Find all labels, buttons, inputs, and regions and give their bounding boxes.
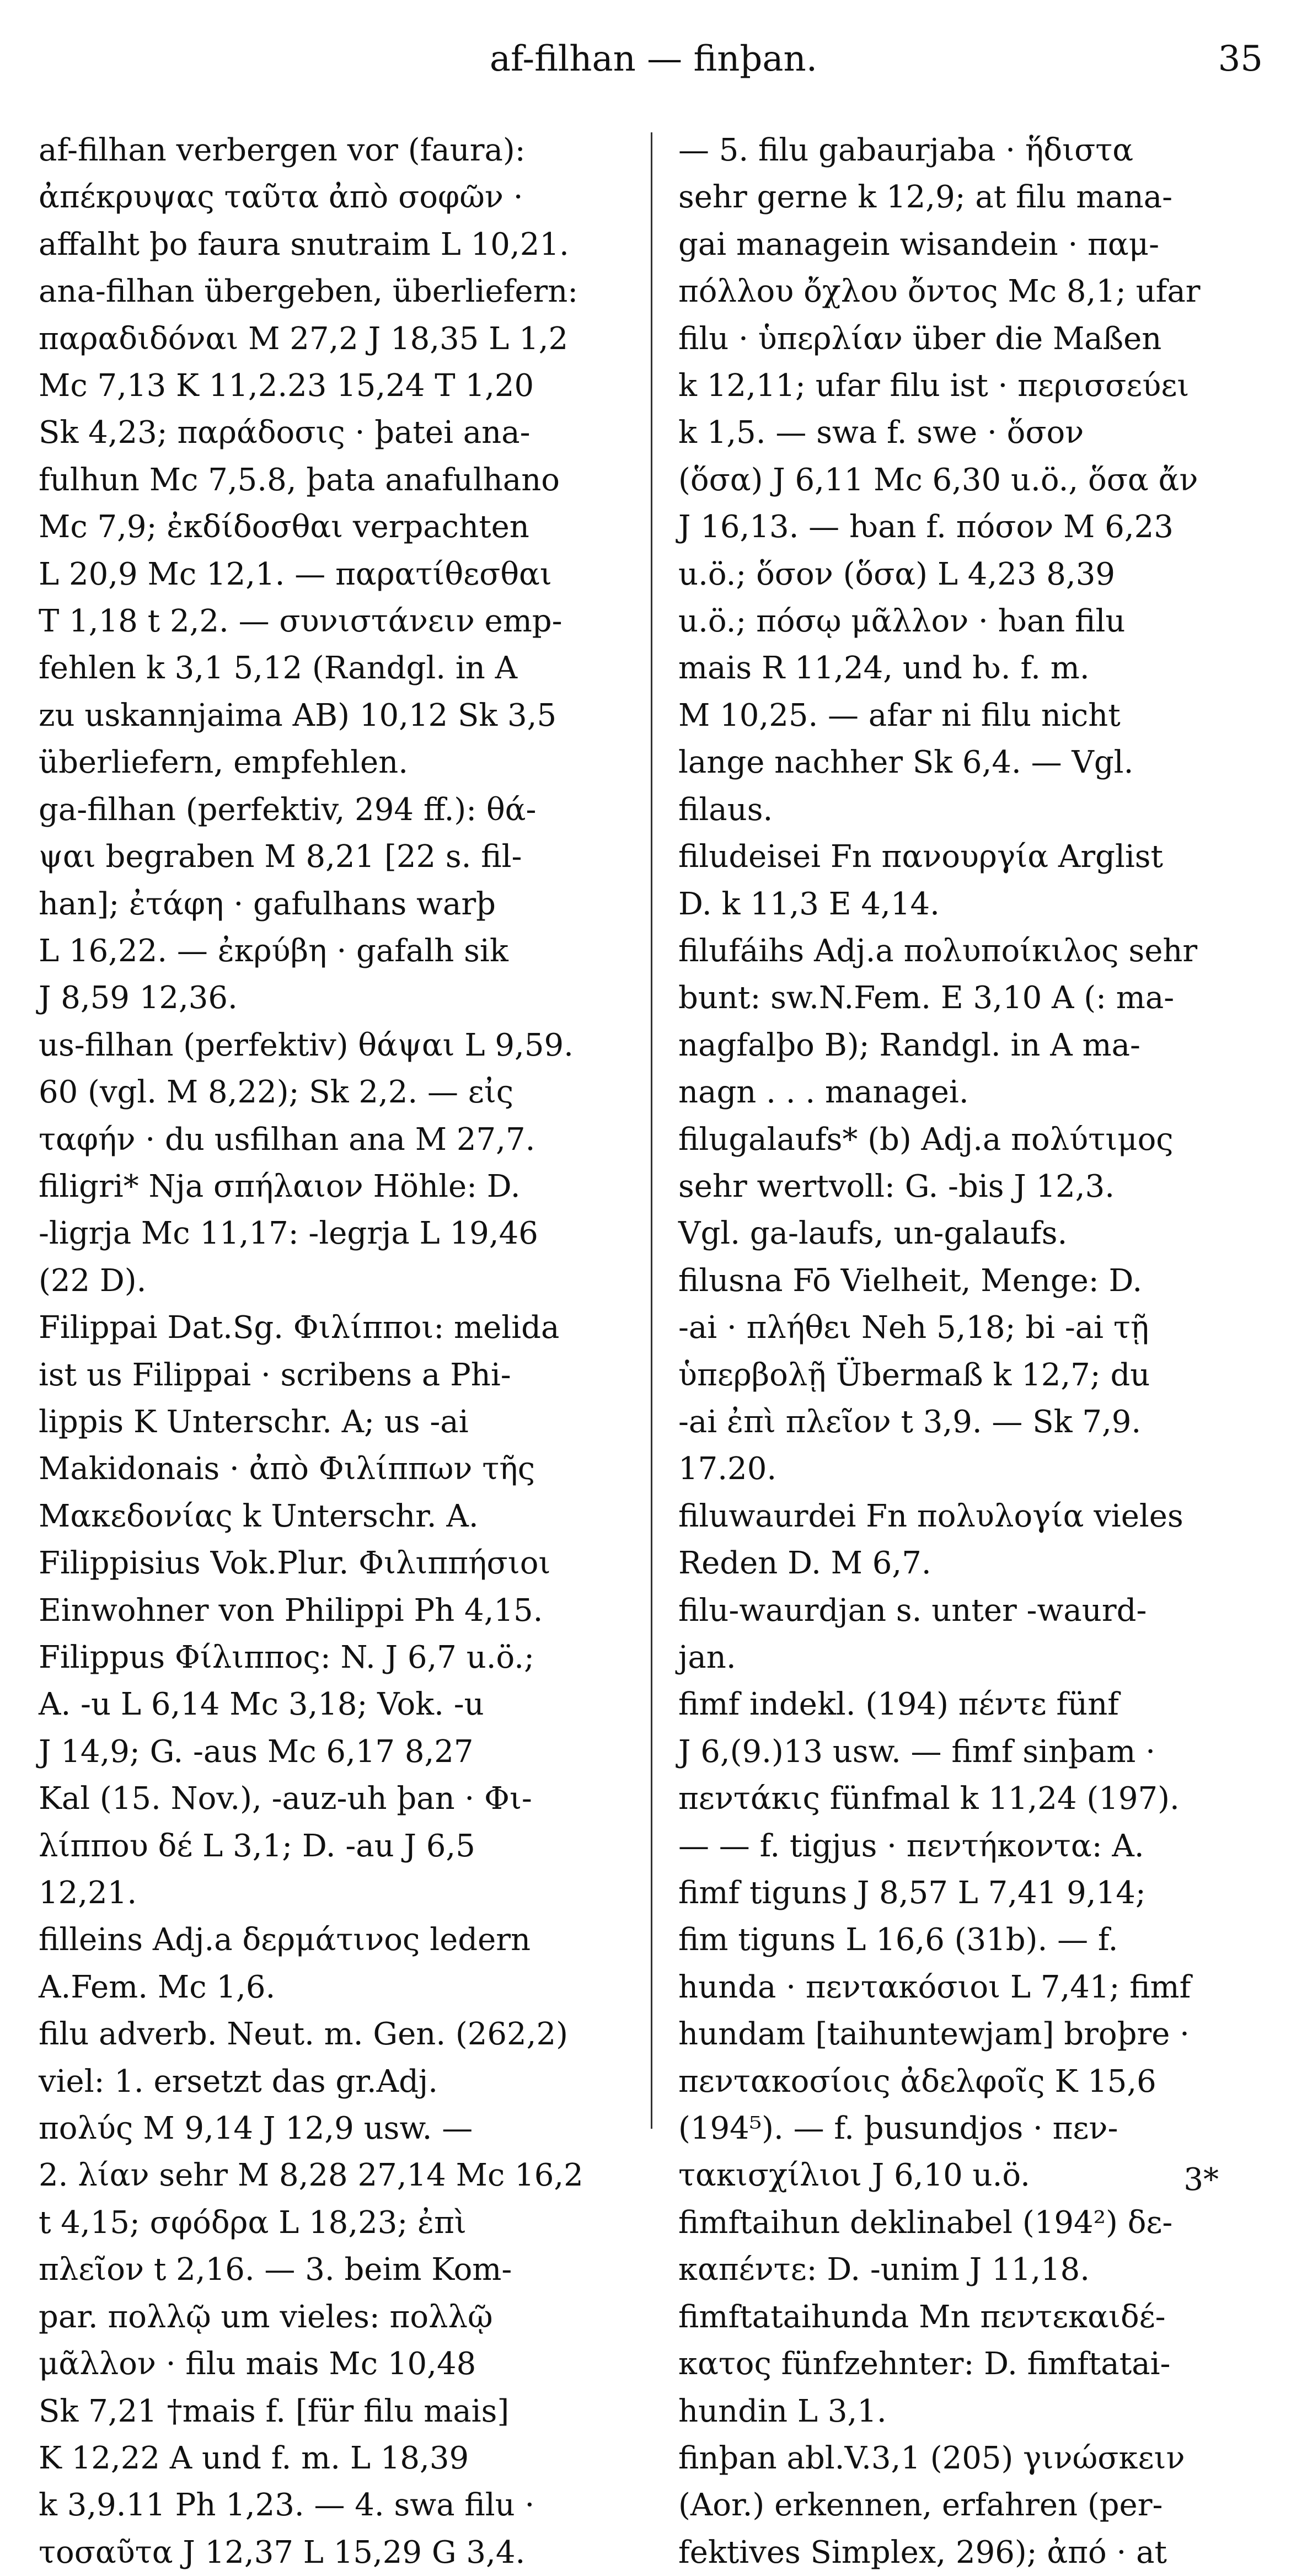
entry-line: filleins Adj.a δερμάτινος ledern [39,1922,531,1958]
entry-line: T 1,18 t 2,2. — συνιστάνειν emp- [39,603,563,640]
entry-line: — 5. filu gabaurjaba · ἥδιστα [678,132,1134,168]
entry-line: gai managein wisandein · παμ- [678,226,1159,263]
entry-line: A.Fem. Mc 1,6. [39,1969,276,2005]
left-column [39,127,590,2576]
entry-line: filudeisei Fn πανουργία Arglist [678,839,1164,875]
entry-line: Sk 7,21 †mais f. [für filu mais] [39,2393,510,2429]
entry-line: (194⁵). — f. þusundjos · πεν- [678,2111,1118,2147]
entry-line: L 20,9 Mc 12,1. — παρατίθεσθαι [39,556,552,592]
entry-line: lange nachher Sk 6,4. — Vgl. [678,745,1134,781]
entry-line: Kal (15. Nov.), -auz-uh þan · Φι- [39,1781,532,1817]
entry-line: k 1,5. — swa f. swe · ὅσον [678,415,1084,451]
entry-line: D. k 11,3 E 4,14. [678,886,940,922]
entry-line: fimf indekl. (194) πέντε fünf [678,1686,1119,1723]
entry-line: t 4,15; σφόδρα L 18,23; ἐπὶ [39,2204,467,2241]
entry-line: Vgl. ga-laufs, un-galaufs. [678,1215,1068,1252]
entry-line: ga-filhan (perfektiv, 294 ff.): θά- [39,791,537,828]
entry-line: πλεῖον t 2,16. — 3. beim Kom- [39,2252,512,2288]
entry-line: Mc 7,13 K 11,2.23 15,24 T 1,20 [39,368,534,404]
entry-line: L 16,22. — ἐκρύβη · gafalh sik [39,933,508,969]
entry-line: (Aor.) erkennen, erfahren (per- [678,2487,1163,2524]
entry-line: fimf tiguns J 8,57 L 7,41 9,14; [678,1875,1146,1911]
entry-line: 2. λίαν sehr M 8,28 27,14 Mc 16,2 [39,2157,583,2194]
entry-line: καπέντε: D. -unim J 11,18. [678,2252,1090,2288]
page-number: 35 [1218,39,1263,79]
entry-line: filigri* Nja σπήλαιον Höhle: D. [39,1168,521,1204]
entry-line: finþan abl.V.3,1 (205) γινώσκειν [678,2440,1185,2476]
entry-line: filuwaurdei Fn πολυλογία vieles [678,1498,1183,1534]
entry-line: fehlen k 3,1 5,12 (Randgl. in A [39,650,518,687]
entry-line: han]; ἐτάφη · gafulhans warþ [39,886,496,922]
entry-line: πεντακοσίοις ἀδελφοῖς K 15,6 [678,2063,1156,2100]
entry-line: sehr gerne k 12,9; at filu mana- [678,179,1173,216]
entry-line: M 10,25. — afar ni filu nicht [678,697,1121,733]
entry-line: -ai ἐπὶ πλεῖον t 3,9. — Sk 7,9. [678,1404,1142,1440]
entry-line: Filippisius Vok.Plur. Φιλιππήσιοι [39,1545,551,1582]
entry-line: -ai · πλήθει Neh 5,18; bi -ai τῇ [678,1310,1149,1346]
column-divider [651,132,652,2129]
entry-line: -ligrja Mc 11,17: -legrja L 19,46 [39,1215,538,1252]
running-head: af-filhan — finþan. [489,39,818,79]
entry-line: — — f. tigjus · πεντήκοντα: A. [678,1828,1144,1864]
entry-line: ist us Filippai · scribens a Phi- [39,1357,511,1393]
entry-line: u.ö.; ὅσον (ὅσα) L 4,23 8,39 [678,556,1115,592]
entry-line: J 16,13. — ƕan f. πόσον M 6,23 [678,509,1174,545]
entry-line: affalht þo faura snutraim L 10,21. [39,226,569,263]
entry-line: bunt: sw.N.Fem. E 3,10 A (: ma- [678,980,1175,1016]
entry-line: ταφήν · du usfilhan ana M 27,7. [39,1121,535,1158]
entry-line: 60 (vgl. M 8,22); Sk 2,2. — εἰς [39,1074,514,1111]
page-header [0,39,1307,88]
entry-line: Filippus Φίλιππος: N. J 6,7 u.ö.; [39,1640,534,1675]
entry-line: παραδιδόναι M 27,2 J 18,35 L 1,2 [39,320,569,357]
entry-line: Filippai Dat.Sg. Φιλίπποι: melida [39,1310,560,1346]
entry-line: fim tiguns L 16,6 (31b). — f. [678,1922,1118,1958]
entry-line: fimftaihun deklinabel (194²) δε- [678,2204,1173,2241]
entry-line: Makidonais · ἀπὸ Φιλίππων τῆς [39,1451,535,1487]
entry-line: hundam [taihuntewjam] broþre · [678,2016,1190,2053]
entry-line: par. πολλῷ um vieles: πολλῷ [39,2299,493,2335]
entry-line: überliefern, empfehlen. [39,745,409,781]
entry-line: πολύς M 9,14 J 12,9 usw. — [39,2111,473,2147]
entry-line: ὑπερβολῇ Übermaß k 12,7; du [678,1357,1150,1393]
entry-line: fimftataihunda Mn πεντεκαιδέ- [678,2299,1166,2335]
entry-line: k 12,11; ufar filu ist · περισσεύει [678,368,1190,404]
entry-line: mais R 11,24, und ƕ. f. m. [678,650,1090,687]
entry-line: Μακεδονίας k Unterschr. A. [39,1498,479,1534]
entry-line: us-filhan (perfektiv) θάψαι L 9,59. [39,1027,574,1063]
entry-line: Reden D. M 6,7. [678,1545,931,1582]
entry-line: κατος fünfzehnter: D. fimftatai- [678,2346,1171,2382]
entry-line: hunda · πεντακόσιοι L 7,41; fimf [678,1969,1191,2005]
entry-line: K 12,22 A und f. m. L 18,39 [39,2440,469,2476]
entry-line: J 6,(9.)13 usw. — fimf sinþam · [678,1733,1155,1770]
entry-line: filusna Fō Vielheit, Menge: D. [678,1262,1143,1299]
entry-line: k 3,9.11 Ph 1,23. — 4. swa filu · [39,2487,535,2524]
entry-line: ἀπέκρυψας ταῦτα ἀπὸ σοφῶν · [39,179,523,216]
entry-line: filu adverb. Neut. m. Gen. (262,2) [39,2016,568,2053]
entry-line: λίππου δέ L 3,1; D. -au J 6,5 [39,1828,475,1864]
signature-mark: 3* [1183,2162,1219,2198]
entry-line: zu uskannjaima AB) 10,12 Sk 3,5 [39,697,557,733]
entry-line: τοσαῦτα J 12,37 L 15,29 G 3,4. [39,2534,526,2570]
entry-line: lippis K Unterschr. A; us -ai [39,1404,469,1440]
entry-line: Einwohner von Philippi Ph 4,15. [39,1592,543,1629]
entry-line: jan. [678,1640,736,1675]
entry-line: viel: 1. ersetzt das gr.Adj. [39,2063,438,2100]
entry-line: J 14,9; G. -aus Mc 6,17 8,27 [39,1733,474,1770]
entry-line: J 8,59 12,36. [39,980,238,1016]
entry-line: Sk 4,23; παράδοσις · þatei ana- [39,415,531,451]
entry-line: A. -u L 6,14 Mc 3,18; Vok. -u [39,1686,484,1723]
entry-line: hundin L 3,1. [678,2393,887,2429]
entry-line: fektives Simplex, 296); ἀπό · at [678,2534,1167,2570]
entry-line: Mc 7,9; ἐκδίδοσθαι verpachten [39,509,529,545]
entry-line: 17.20. [678,1451,777,1487]
entry-line: (ὅσα) J 6,11 Mc 6,30 u.ö., ὅσα ἄν [678,462,1198,498]
entry-line: ψαι begraben M 8,21 [22 s. fil- [39,839,522,875]
entry-line: πόλλου ὄχλου ὄντος Mc 8,1; ufar [678,274,1201,310]
entry-line: af-filhan verbergen vor (faura): [39,132,526,168]
entry-line: filu · ὑπερλίαν über die Maßen [678,320,1162,357]
entry-line: nagn . . . managei. [678,1074,969,1111]
right-column [678,127,1230,2576]
entry-line: filu-waurdjan s. unter -waurd- [678,1592,1147,1629]
entry-line: filugalaufs* (b) Adj.a πολύτιμος [678,1121,1174,1158]
entry-line: (22 D). [39,1262,147,1299]
entry-line: u.ö.; πόσῳ μᾶλλον · ƕan filu [678,603,1126,640]
entry-line: sehr wertvoll: G. -bis J 12,3. [678,1168,1115,1204]
entry-line: πεντάκις fünfmal k 11,24 (197). [678,1781,1180,1817]
entry-line: τακισχίλιοι J 6,10 u.ö. [678,2157,1030,2194]
entry-line: filaus. [678,791,773,828]
entry-line: ana-filhan übergeben, überliefern: [39,274,578,310]
entry-line: fulhun Mc 7,5.8, þata anafulhano [39,462,560,498]
entry-line: nagfalþo B); Randgl. in A ma- [678,1027,1140,1063]
entry-line: filufáihs Adj.a πολυποίκιλος sehr [678,933,1198,969]
entry-line: μᾶλλον · filu mais Mc 10,48 [39,2346,476,2382]
entry-line: 12,21. [39,1875,137,1911]
